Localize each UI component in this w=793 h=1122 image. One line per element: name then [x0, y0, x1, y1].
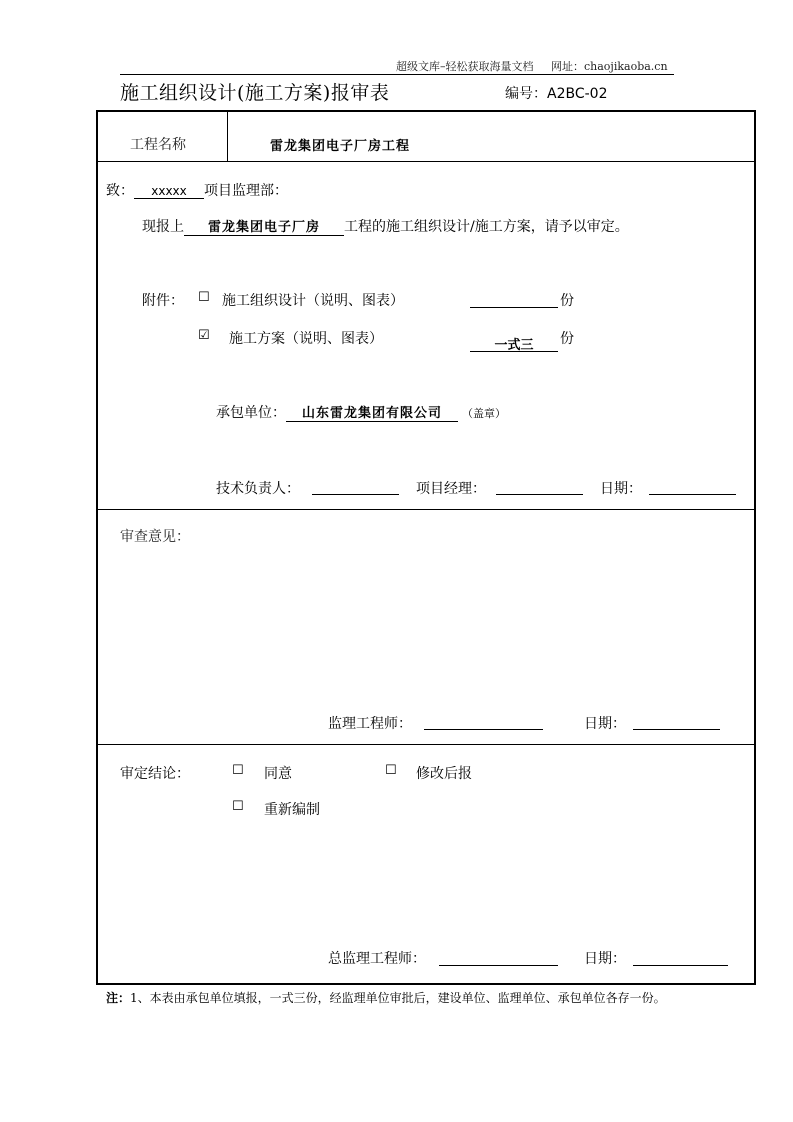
tech-lead-signature-field[interactable]	[312, 494, 399, 495]
submission-statement	[142, 216, 629, 236]
tech-lead-label: 技术负责人：	[216, 481, 300, 497]
submission-date-field[interactable]	[649, 494, 736, 495]
row-divider-review	[98, 744, 754, 745]
recipient-field[interactable]: xxxxx	[134, 184, 204, 199]
contractor-field[interactable]: 山东雷龙集团有限公司	[286, 402, 458, 422]
project-manager-label: 项目经理：	[416, 481, 486, 497]
col-divider-project	[227, 112, 228, 161]
conclusion-revise-checkbox[interactable]: ☐	[385, 763, 397, 778]
attachments-label: 附件：	[142, 293, 184, 309]
review-date-label: 日期：	[584, 716, 626, 732]
supervisor-engineer-signature-field[interactable]	[424, 729, 543, 730]
conclusion-label: 审定结论：	[120, 766, 190, 782]
document-number-value: A2BC-02	[547, 86, 608, 102]
contractor-label: 承包单位：	[216, 405, 286, 421]
seal-note: （盖章）	[462, 407, 506, 420]
row-divider-submission	[98, 509, 754, 510]
conclusion-recompile-checkbox[interactable]: ☐	[232, 799, 244, 814]
footnote	[106, 989, 706, 1008]
attachment-plan-unit: 份	[560, 331, 574, 347]
review-date-field[interactable]	[633, 729, 720, 730]
conclusion-revise-label: 修改后报	[416, 766, 472, 782]
attachment-org-design-copies[interactable]	[470, 290, 558, 308]
attachment-plan-copies[interactable]: 一式三	[470, 334, 558, 352]
attachment-org-design-checkbox[interactable]: ☐	[198, 290, 210, 305]
project-manager-signature-field[interactable]	[496, 494, 583, 495]
recipient-suffix: 项目监理部：	[204, 183, 288, 199]
attachment-plan-label: 施工方案（说明、图表）	[229, 331, 383, 347]
footnote-label: 注：	[106, 991, 131, 1005]
attachment-org-design-label: 施工组织设计（说明、图表）	[222, 293, 404, 309]
document-number-label: 编号：	[505, 86, 547, 102]
site-slogan: 超级文库–轻松获取海量文档	[396, 60, 534, 73]
site-url[interactable]: chaojikaoba.cn	[584, 60, 668, 73]
form-table	[96, 110, 756, 985]
conclusion-date-label: 日期：	[584, 951, 626, 967]
statement-project-field[interactable]: 雷龙集团电子厂房	[184, 216, 344, 236]
contractor-line	[216, 402, 506, 422]
to-label: 致：	[106, 183, 134, 199]
document-number	[505, 83, 607, 103]
review-opinion-label: 审查意见：	[120, 529, 190, 545]
site-url-label: 网址：	[551, 60, 584, 73]
project-name-value: 雷龙集团电子厂房工程	[270, 139, 411, 154]
project-name-label: 工程名称	[130, 137, 186, 153]
statement-prefix: 现报上	[142, 219, 184, 235]
conclusion-recompile-label: 重新编制	[264, 802, 320, 818]
site-header	[396, 58, 668, 74]
conclusion-date-field[interactable]	[633, 965, 728, 966]
recipient-line	[106, 180, 288, 200]
submission-date-label: 日期：	[600, 481, 642, 497]
chief-engineer-signature-field[interactable]	[439, 965, 558, 966]
row-divider-project	[98, 161, 754, 162]
chief-engineer-label: 总监理工程师：	[328, 951, 426, 967]
attachment-plan-checkbox[interactable]: ☑	[198, 328, 210, 343]
statement-suffix: 工程的施工组织设计/施工方案，请予以审定。	[344, 219, 629, 235]
footnote-text: 1、本表由承包单位填报，一式三份，经监理单位审批后，建设单位、监理单位、承包单位各存一份。	[130, 991, 666, 1005]
conclusion-approve-label: 同意	[264, 766, 292, 782]
attachment-org-design-unit: 份	[560, 293, 574, 309]
supervisor-engineer-label: 监理工程师：	[328, 716, 412, 732]
document-title: 施工组织设计(施工方案)报审表	[120, 82, 390, 104]
conclusion-approve-checkbox[interactable]: ☐	[232, 763, 244, 778]
header-divider	[120, 74, 674, 75]
review-opinion-field[interactable]	[120, 552, 730, 702]
